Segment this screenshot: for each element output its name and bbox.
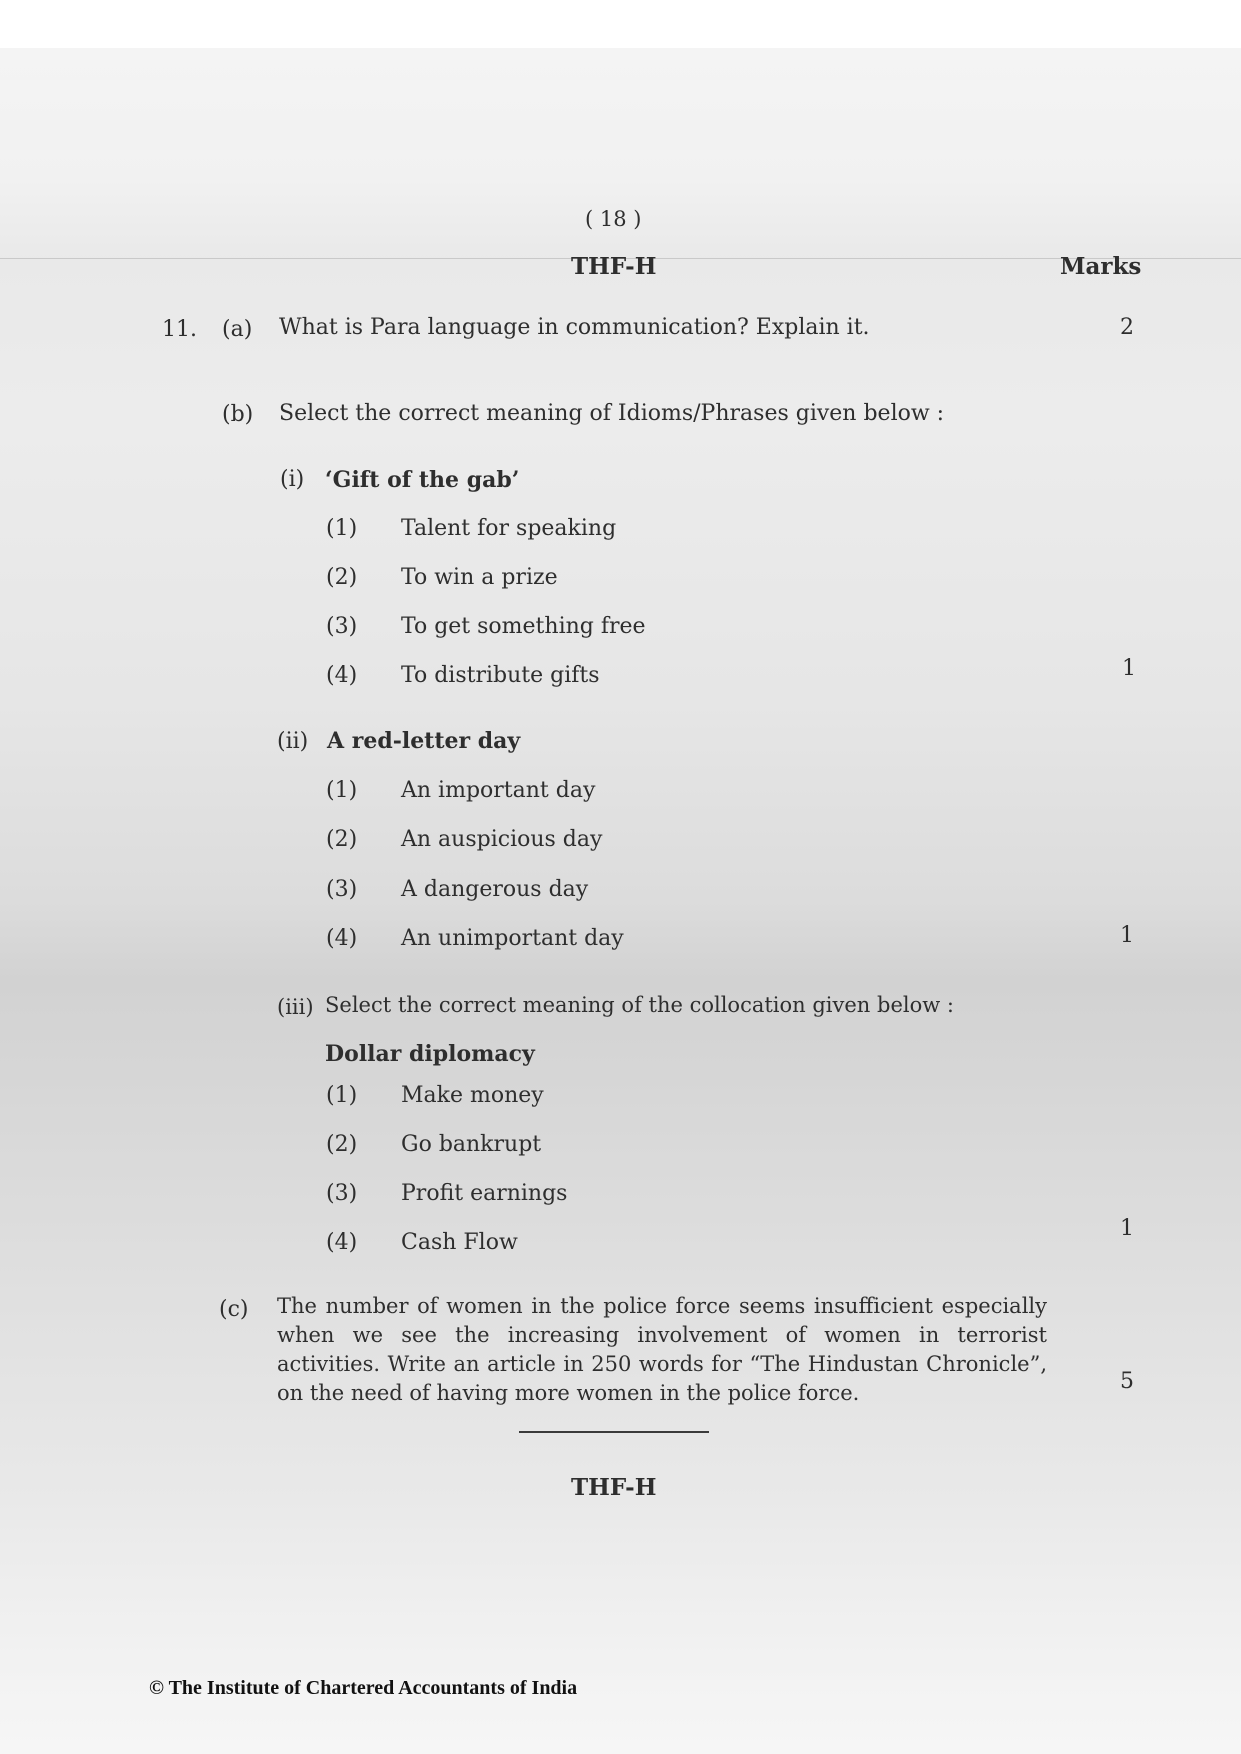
- part-c-text: The number of women in the police force seems insufficient especially when we see the increasing involvement of women in terrorist activities. Write an article in 250 words for “The Hindustan Chronicle”, on the need of having more women in the police force.: [277, 1294, 1047, 1405]
- option-number: (1): [326, 516, 358, 541]
- sub-iii-label: (iii): [277, 995, 314, 1019]
- sub-ii-marks: 1: [1120, 923, 1134, 948]
- sub-i-label: (i): [280, 467, 305, 492]
- sub-iii-text: Select the correct meaning of the collocation given below :: [325, 993, 954, 1017]
- part-a-label: (a): [222, 317, 253, 342]
- option-text: A dangerous day: [401, 877, 589, 902]
- option-number: (3): [326, 614, 358, 639]
- option-number: (1): [326, 1083, 358, 1108]
- sub-ii-label: (ii): [277, 729, 309, 754]
- option-number: (4): [326, 663, 358, 688]
- sub-i-title: ‘Gift of the gab’: [325, 467, 520, 493]
- option-text: Go bankrupt: [401, 1132, 542, 1157]
- sub-iii-marks: 1: [1120, 1216, 1134, 1241]
- option-number: (2): [326, 565, 358, 590]
- option-text: An important day: [401, 778, 596, 803]
- part-c-marks: 5: [1120, 1369, 1134, 1394]
- option-text: Profit earnings: [401, 1181, 568, 1206]
- bottom-paper-code: THF-H: [571, 1474, 657, 1501]
- option-text: Cash Flow: [401, 1230, 518, 1255]
- option-number: (3): [326, 1181, 358, 1206]
- marks-heading: Marks: [1060, 253, 1142, 280]
- sub-ii-title: A red-letter day: [327, 728, 521, 754]
- question-number: 11.: [162, 317, 197, 342]
- option-number: (4): [326, 1230, 358, 1255]
- sub-i-marks: 1: [1122, 656, 1136, 681]
- sub-iii-title: Dollar diplomacy: [325, 1041, 535, 1067]
- option-text: An unimportant day: [401, 926, 624, 951]
- option-number: (4): [326, 926, 358, 951]
- option-text: An auspicious day: [401, 827, 603, 852]
- scan-top-margin: [0, 0, 1241, 48]
- option-number: (3): [326, 877, 358, 902]
- option-text: To get something free: [401, 614, 646, 639]
- part-a-marks: 2: [1120, 315, 1134, 340]
- end-rule: [519, 1431, 709, 1433]
- option-number: (1): [326, 778, 358, 803]
- option-text: To distribute gifts: [401, 663, 600, 688]
- page-number: ( 18 ): [585, 207, 642, 231]
- option-number: (2): [326, 1132, 358, 1157]
- option-text: Talent for speaking: [401, 516, 617, 541]
- part-b-label: (b): [222, 402, 254, 427]
- part-a-text: What is Para language in communication? Explain it.: [279, 315, 870, 340]
- option-number: (2): [326, 827, 358, 852]
- option-text: Make money: [401, 1083, 544, 1108]
- part-c-label: (c): [219, 1297, 249, 1322]
- option-text: To win a prize: [401, 565, 558, 590]
- copyright-footer: © The Institute of Chartered Accountants of India: [149, 1677, 578, 1699]
- paper-code: THF-H: [571, 253, 657, 280]
- part-b-text: Select the correct meaning of Idioms/Phrases given below :: [279, 401, 945, 426]
